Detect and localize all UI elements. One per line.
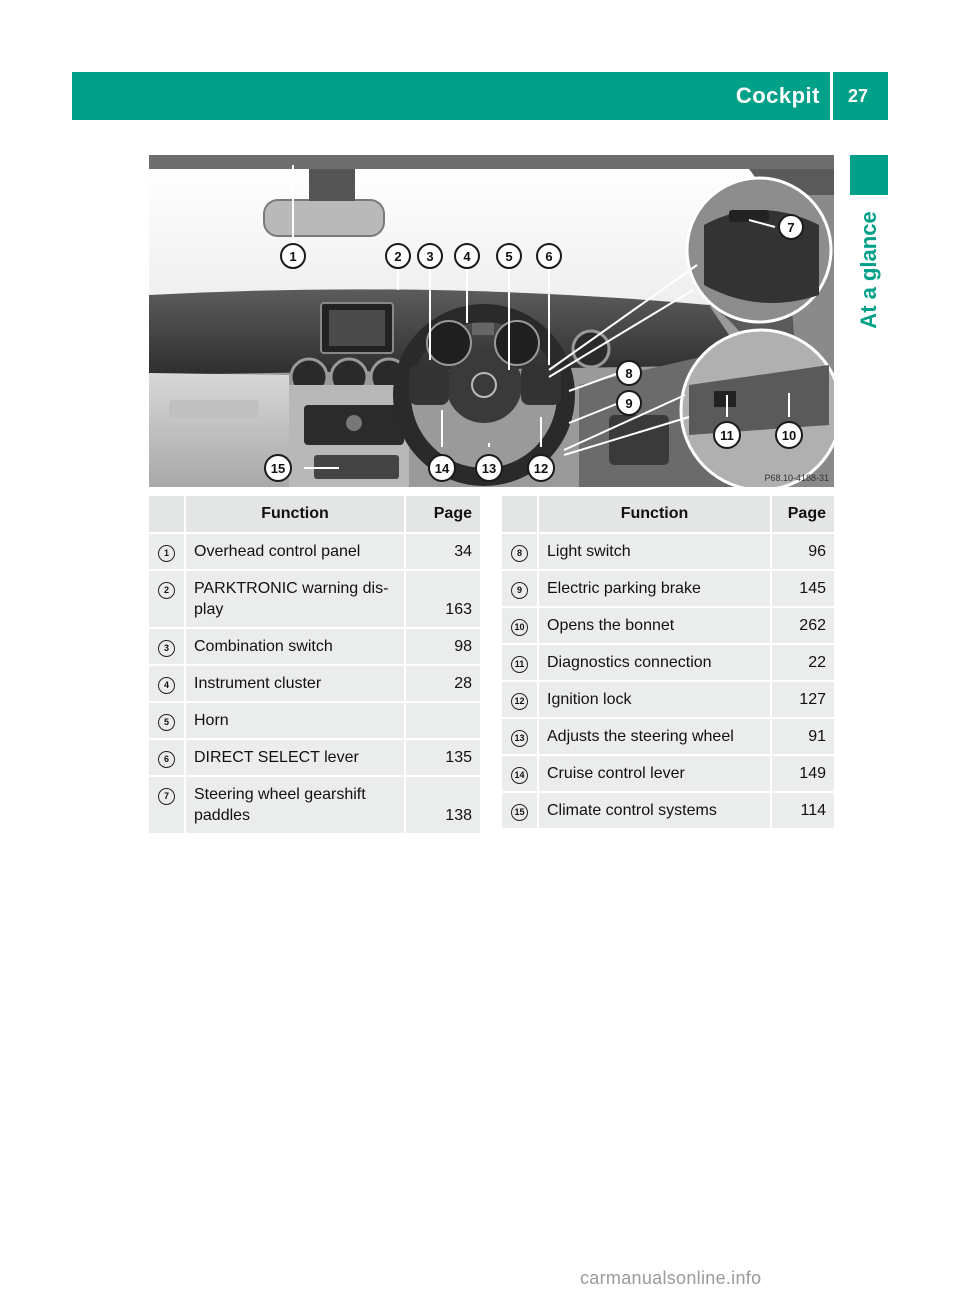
header-page: Page bbox=[772, 496, 834, 534]
svg-text:14: 14 bbox=[434, 461, 450, 476]
table-body bbox=[502, 534, 834, 830]
table-body bbox=[149, 534, 480, 835]
row-number-cell bbox=[149, 666, 186, 703]
header-page: Page bbox=[406, 496, 480, 534]
function-table-right bbox=[502, 496, 834, 830]
callout-6 bbox=[537, 244, 561, 268]
circled-number-icon: 6 bbox=[158, 751, 175, 768]
photo-code: P68.10-4188-31 bbox=[764, 473, 829, 483]
row-number-cell bbox=[149, 571, 186, 629]
row-number-cell bbox=[502, 534, 539, 571]
callout-8 bbox=[617, 361, 641, 385]
row-number-cell bbox=[149, 703, 186, 740]
callout-11 bbox=[714, 422, 740, 448]
callout-2 bbox=[386, 244, 410, 268]
row-number-cell bbox=[149, 629, 186, 666]
table-row bbox=[149, 777, 480, 835]
callout-14 bbox=[429, 455, 455, 481]
callout-7 bbox=[779, 215, 803, 239]
function-cell: PARKTRONIC warning dis- play bbox=[186, 571, 406, 629]
svg-text:11: 11 bbox=[720, 428, 734, 443]
circled-number-icon: 14 bbox=[511, 767, 528, 784]
svg-text:13: 13 bbox=[481, 461, 497, 476]
page-cell: 34 bbox=[406, 534, 480, 571]
circled-number-icon: 10 bbox=[511, 619, 528, 636]
table-header-row bbox=[149, 496, 480, 534]
footer-watermark: carmanualsonline.info bbox=[580, 1268, 762, 1288]
callout-15 bbox=[265, 455, 291, 481]
svg-text:3: 3 bbox=[426, 249, 434, 264]
function-cell: Ignition lock bbox=[539, 682, 772, 719]
callout-1 bbox=[281, 244, 305, 268]
svg-text:2: 2 bbox=[394, 249, 402, 264]
circled-number-icon: 1 bbox=[158, 545, 175, 562]
table-row bbox=[149, 666, 480, 703]
function-cell: Overhead control panel bbox=[186, 534, 406, 571]
function-cell: DIRECT SELECT lever bbox=[186, 740, 406, 777]
table-row bbox=[149, 740, 480, 777]
callout-12 bbox=[528, 455, 554, 481]
row-number-cell bbox=[149, 534, 186, 571]
section-title: Cockpit bbox=[735, 83, 820, 108]
table-row bbox=[149, 534, 480, 571]
function-cell: Adjusts the steering wheel bbox=[539, 719, 772, 756]
page-cell: 149 bbox=[772, 756, 834, 793]
callout-5 bbox=[497, 244, 521, 268]
function-cell: Instrument cluster bbox=[186, 666, 406, 703]
circled-number-icon: 13 bbox=[511, 730, 528, 747]
svg-text:1: 1 bbox=[289, 249, 297, 264]
svg-text:15: 15 bbox=[270, 461, 286, 476]
svg-text:10: 10 bbox=[781, 428, 797, 443]
table-row bbox=[502, 719, 834, 756]
page-cell bbox=[406, 703, 480, 740]
table-header-row bbox=[502, 496, 834, 534]
page-cell: 262 bbox=[772, 608, 834, 645]
page-number: 27 bbox=[847, 86, 869, 106]
page-cell: 163 bbox=[406, 571, 480, 629]
callout-3 bbox=[418, 244, 442, 268]
svg-text:6: 6 bbox=[545, 249, 553, 264]
circled-number-icon: 4 bbox=[158, 677, 175, 694]
function-cell: Opens the bonnet bbox=[539, 608, 772, 645]
header-function: Function bbox=[539, 496, 772, 534]
table-row bbox=[149, 703, 480, 740]
table-row bbox=[502, 608, 834, 645]
row-number-cell bbox=[502, 793, 539, 830]
circled-number-icon: 5 bbox=[158, 714, 175, 731]
row-number-cell bbox=[149, 740, 186, 777]
page-cell: 114 bbox=[772, 793, 834, 830]
table-row bbox=[502, 756, 834, 793]
function-cell: Diagnostics connection bbox=[539, 645, 772, 682]
function-cell: Cruise control lever bbox=[539, 756, 772, 793]
row-number-cell bbox=[149, 777, 186, 835]
header-number-cell bbox=[149, 496, 186, 534]
function-cell: Climate control systems bbox=[539, 793, 772, 830]
row-number-cell bbox=[502, 571, 539, 608]
function-cell: Electric parking brake bbox=[539, 571, 772, 608]
row-number-cell bbox=[502, 608, 539, 645]
svg-text:4: 4 bbox=[463, 249, 471, 264]
page-cell: 127 bbox=[772, 682, 834, 719]
svg-text:12: 12 bbox=[533, 461, 549, 476]
table-row bbox=[502, 571, 834, 608]
callout-4 bbox=[455, 244, 479, 268]
circled-number-icon: 7 bbox=[158, 788, 175, 805]
side-tab-marker bbox=[850, 155, 888, 195]
callout-10 bbox=[776, 422, 802, 448]
header-divider bbox=[830, 72, 833, 120]
circled-number-icon: 12 bbox=[511, 693, 528, 710]
page-cell: 138 bbox=[406, 777, 480, 835]
page-header bbox=[72, 72, 888, 120]
cockpit-illustration bbox=[149, 155, 834, 487]
circled-number-icon: 8 bbox=[511, 545, 528, 562]
table-row bbox=[149, 571, 480, 629]
table-row bbox=[149, 629, 480, 666]
function-cell: Steering wheel gearshift paddles bbox=[186, 777, 406, 835]
callout-9 bbox=[617, 391, 641, 415]
circled-number-icon: 11 bbox=[511, 656, 528, 673]
header-number-cell bbox=[502, 496, 539, 534]
table-row bbox=[502, 534, 834, 571]
circled-number-icon: 3 bbox=[158, 640, 175, 657]
row-number-cell bbox=[502, 719, 539, 756]
page-cell: 91 bbox=[772, 719, 834, 756]
circled-number-icon: 15 bbox=[511, 804, 528, 821]
table-row bbox=[502, 645, 834, 682]
page-cell: 98 bbox=[406, 629, 480, 666]
function-cell: Combination switch bbox=[186, 629, 406, 666]
row-number-cell bbox=[502, 682, 539, 719]
header-function: Function bbox=[186, 496, 406, 534]
function-cell: Horn bbox=[186, 703, 406, 740]
svg-text:5: 5 bbox=[505, 249, 513, 264]
row-number-cell bbox=[502, 645, 539, 682]
svg-text:7: 7 bbox=[787, 220, 795, 235]
page-cell: 28 bbox=[406, 666, 480, 703]
function-cell: Light switch bbox=[539, 534, 772, 571]
function-table-left bbox=[149, 496, 480, 835]
circled-number-icon: 9 bbox=[511, 582, 528, 599]
svg-text:8: 8 bbox=[625, 366, 633, 381]
page-cell: 96 bbox=[772, 534, 834, 571]
svg-text:9: 9 bbox=[625, 396, 633, 411]
page-cell: 135 bbox=[406, 740, 480, 777]
side-tab-label: At a glance bbox=[856, 211, 881, 329]
page-cell: 145 bbox=[772, 571, 834, 608]
table-row bbox=[502, 682, 834, 719]
cockpit-photo bbox=[149, 155, 834, 487]
circled-number-icon: 2 bbox=[158, 582, 175, 599]
table-row bbox=[502, 793, 834, 830]
callout-13 bbox=[476, 455, 502, 481]
row-number-cell bbox=[502, 756, 539, 793]
page-cell: 22 bbox=[772, 645, 834, 682]
